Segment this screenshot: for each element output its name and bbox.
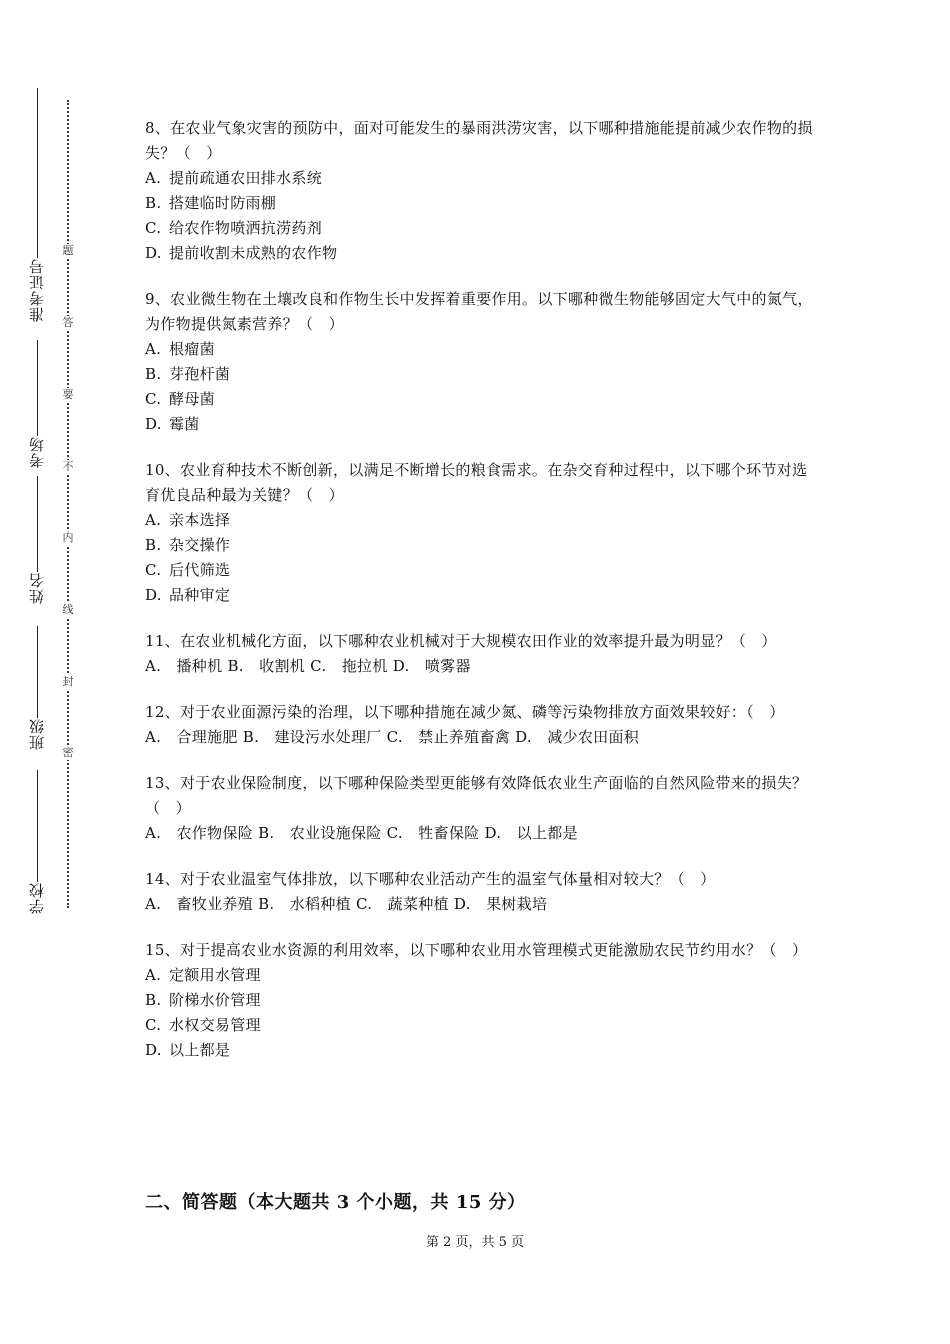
- inline-options[interactable]: A. 合理施肥 B. 建设污水处理厂 C. 禁止养殖畜禽 D. 减少农田面积: [145, 728, 640, 746]
- inline-options[interactable]: A. 播种机 B. 收割机 C. 拖拉机 D. 喷雾器: [145, 657, 471, 675]
- exam-number-field: [26, 84, 48, 322]
- question-10: [145, 458, 813, 608]
- name-field: [26, 472, 48, 604]
- option-d[interactable]: [145, 583, 813, 608]
- option-key: D.: [145, 415, 162, 433]
- option-b[interactable]: [145, 191, 813, 216]
- exam-number-label: 准考证号: [28, 258, 46, 322]
- question-stem: 10、农业育种技术不断创新，以满足不断增长的粮食需求。在杂交育种过程中，以下哪个环节对选育优良品种最为关键？（ ）: [145, 461, 808, 504]
- option-c[interactable]: [145, 387, 813, 412]
- seal-char: 封: [62, 675, 74, 688]
- question-13: [145, 771, 813, 846]
- question-14: [145, 867, 813, 917]
- class-field: [26, 622, 48, 750]
- option-text: 搭建临时防雨棚: [169, 194, 277, 212]
- seal-char: 答: [62, 316, 74, 329]
- question-12: [145, 700, 813, 750]
- option-text: 亲本选择: [169, 511, 231, 529]
- seal-line: [67, 100, 69, 908]
- option-key: D.: [145, 1041, 162, 1059]
- question-list: [145, 116, 813, 1084]
- option-key: D.: [145, 586, 162, 604]
- question-stem: 9、农业微生物在土壤改良和作物生长中发挥着重要作用。以下哪种微生物能够固定大气中的氮气，为作物提供氮素营养？（ ）: [145, 290, 813, 333]
- option-d[interactable]: [145, 412, 813, 437]
- exam-room-field: [26, 336, 48, 468]
- option-a[interactable]: [145, 508, 813, 533]
- option-b[interactable]: [145, 533, 813, 558]
- question-stem: 12、对于农业面源污染的治理，以下哪种措施在减少氮、磷等污染物排放方面效果较好：（ ）: [145, 703, 785, 721]
- name-blank[interactable]: [37, 476, 38, 572]
- class-label: 班级: [28, 718, 46, 750]
- question-11: [145, 629, 813, 679]
- exam-room-blank[interactable]: [37, 340, 38, 436]
- option-text: 给农作物喷洒抗涝药剂: [169, 219, 323, 237]
- section-title: 二、简答题（本大题共 3 个小题，共 15 分）: [145, 1192, 526, 1213]
- option-c[interactable]: [145, 558, 813, 583]
- option-d[interactable]: [145, 1038, 813, 1063]
- seal-char: 要: [62, 388, 74, 401]
- option-c[interactable]: [145, 1013, 813, 1038]
- question-stem: 11、在农业机械化方面，以下哪种农业机械对于大规模农田作业的效率提升最为明显？（ ）: [145, 632, 777, 650]
- inline-options[interactable]: A. 畜牧业养殖 B. 水稻种植 C. 蔬菜种植 D. 果树栽培: [145, 895, 548, 913]
- seal-char: 不: [62, 460, 74, 473]
- class-blank[interactable]: [37, 626, 38, 718]
- option-key: B.: [145, 991, 162, 1009]
- option-text: 霉菌: [169, 415, 200, 433]
- question-15: [145, 938, 813, 1063]
- page-footer: 第 2 页，共 5 页: [425, 1235, 525, 1250]
- option-key: A.: [145, 340, 162, 358]
- option-text: 根瘤菌: [169, 340, 215, 358]
- option-text: 酵母菌: [169, 390, 215, 408]
- option-text: 提前收割未成熟的农作物: [169, 244, 338, 262]
- option-text: 阶梯水价管理: [169, 991, 261, 1009]
- option-b[interactable]: [145, 988, 813, 1013]
- school-blank[interactable]: [37, 770, 38, 882]
- seal-char: 密: [62, 746, 74, 759]
- seal-char: 题: [62, 244, 74, 257]
- option-key: B.: [145, 194, 162, 212]
- option-key: A.: [145, 966, 162, 984]
- question-9: [145, 287, 813, 437]
- question-stem: 8、在农业气象灾害的预防中，面对可能发生的暴雨洪涝灾害，以下哪种措施能提前减少农作物的损失？（ ）: [145, 119, 813, 162]
- option-text: 芽孢杆菌: [169, 365, 231, 383]
- option-text: 定额用水管理: [169, 966, 261, 984]
- name-label: 姓名: [28, 572, 46, 604]
- option-key: C.: [145, 1016, 162, 1034]
- option-text: 后代筛选: [169, 561, 231, 579]
- option-text: 水权交易管理: [169, 1016, 261, 1034]
- question-8: [145, 116, 813, 266]
- option-text: 品种审定: [169, 586, 231, 604]
- exam-room-label: 考场: [28, 436, 46, 468]
- option-key: A.: [145, 169, 162, 187]
- question-stem: 14、对于农业温室气体排放，以下哪种农业活动产生的温室气体量相对较大？（ ）: [145, 870, 716, 888]
- option-key: C.: [145, 219, 162, 237]
- option-key: B.: [145, 536, 162, 554]
- option-key: C.: [145, 390, 162, 408]
- exam-number-blank[interactable]: [37, 88, 38, 258]
- option-key: B.: [145, 365, 162, 383]
- option-d[interactable]: [145, 241, 813, 266]
- inline-options[interactable]: A. 农作物保险 B. 农业设施保险 C. 牲畜保险 D. 以上都是: [145, 824, 578, 842]
- option-a[interactable]: [145, 166, 813, 191]
- option-a[interactable]: [145, 337, 813, 362]
- seal-char: 线: [62, 603, 74, 616]
- option-c[interactable]: [145, 216, 813, 241]
- option-a[interactable]: [145, 963, 813, 988]
- option-text: 杂交操作: [169, 536, 231, 554]
- school-label: 学校: [28, 882, 46, 914]
- option-b[interactable]: [145, 362, 813, 387]
- option-key: C.: [145, 561, 162, 579]
- option-text: 提前疏通农田排水系统: [169, 169, 323, 187]
- school-field: [26, 766, 48, 914]
- seal-char: 内: [62, 531, 74, 544]
- option-text: 以上都是: [169, 1041, 231, 1059]
- option-key: A.: [145, 511, 162, 529]
- question-stem: 13、对于农业保险制度，以下哪种保险类型更能够有效降低农业生产面临的自然风险带来的损失？（ ）: [145, 774, 808, 817]
- question-stem: 15、对于提高农业水资源的利用效率，以下哪种农业用水管理模式更能激励农民节约用水？（ ）: [145, 941, 808, 959]
- option-key: D.: [145, 244, 162, 262]
